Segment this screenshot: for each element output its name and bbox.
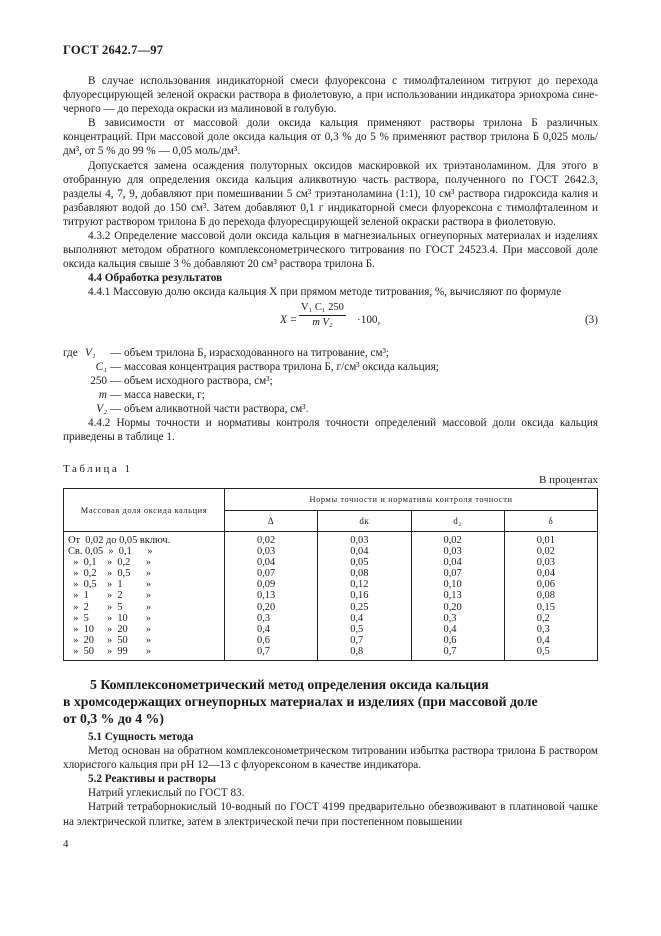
subheading-5-2: 5.2 Реактивы и растворы xyxy=(88,773,217,786)
table-header-delta: Δ xyxy=(225,511,318,532)
table-cell-delta: 0,02 0,03 0,04 0,07 0,09 0,13 0,20 0,3 0,4 0,6 0,7 xyxy=(225,532,318,661)
document-header: ГОСТ 2642.7—97 xyxy=(63,43,164,57)
definition-symbol: V₁ xyxy=(85,346,96,359)
table-cell-dk: 0,03 0,04 0,05 0,08 0,12 0,16 0,25 0,4 0,5 0,7 0,8 xyxy=(318,532,411,661)
table-cell-ranges: От 0,02 до 0,05 включ. Св. 0,05 » 0,1 » » 0,1 » 0,2 » » 0,2 » 0,5 » » 0,5 » 1 » » 1 » 2 » » 2 » 5 » » 5 » 10 » » 10 » 20 » » 20 » 50 » » 50 » 99 » xyxy=(64,532,225,661)
formula-lhs: X = xyxy=(280,313,298,326)
definition-text: — массовая концентрация раствора трилона Б, г/см³ оксида кальция; xyxy=(110,360,439,373)
definition-symbol: C₁ xyxy=(95,360,107,373)
definition-row xyxy=(63,346,598,360)
definition-row xyxy=(63,374,598,388)
definition-symbol: m xyxy=(98,388,107,401)
paragraph-sodium-tetraborate: Натрий тетраборнокислый 10-водный по ГОСТ 4199 предварительно обезвоживают в платиновой чашке на электрической плитке, затем в электрической печи при постепенном повышении xyxy=(63,801,598,828)
paragraph-method: Метод основан на обратном комплексонометрическом титровании избытка раствора трилона Б раствором хлористого кальция при pH 12—13 с флуорексоном в качестве индикатора. xyxy=(63,745,598,772)
table-header-d2: d₂ xyxy=(411,511,504,532)
definition-text: — объем исходного раствора, см³; xyxy=(110,374,273,387)
formula-denominator: m V₂ xyxy=(312,316,333,328)
paragraph-concentration: В зависимости от массовой доли оксида кальция применяют растворы трилона Б различных концентраций. При массовой доле оксида кальция от 0,3 % до 5 % применяют раствор трилона Б 0,025 моль/дм³, от 5 % до 99 % — 0,05 моль/дм³. xyxy=(63,117,598,158)
section-5-line: в хромсодержащих огнеупорных материалах и изделиях (при массовой доле xyxy=(63,694,538,709)
definition-text: — объем трилона Б, израсходованного на титрование, см³; xyxy=(110,346,390,359)
paragraph-indicator: В случае использования индикаторной смеси флуорексона с тимолфталеином титруют до перехода флуоресцирующей зеленой окраски раствора в фиолетовую, а при использовании индикатора эриохрома сине-черного — до перехода окраски из малиновой в голубую. xyxy=(63,75,598,116)
paragraph-4-3-2: 4.3.2 Определение массовой доли оксида кальция в магнезиальных огнеупорных материалах и изделиях выполняют методом обратного комплексонометрического титрования по ГОСТ 24523.4. При массовой доле оксида кальция свыше 3 % добавляют 20 см³ раствора трилона Б. xyxy=(63,230,598,271)
definition-text: — объем аликвотной части раствора, см³. xyxy=(110,402,309,415)
definition-row xyxy=(63,360,598,374)
table-cell-sigma: 0,01 0,02 0,03 0,04 0,06 0,08 0,15 0,2 0,3 0,4 0,5 xyxy=(504,532,597,661)
subheading-5-1: 5.1 Сущность метода xyxy=(88,731,194,743)
definition-row xyxy=(63,402,598,416)
table-row xyxy=(64,532,598,661)
paragraph-4-4-1: 4.4.1 Массовую долю оксида кальция X при прямом методе титрования, %, вычисляют по формуле xyxy=(88,286,562,299)
body-text-top xyxy=(63,74,598,444)
subheading-4-4: 4.4 Обработка результатов xyxy=(88,272,223,285)
table-header-sigma: δ xyxy=(504,511,597,532)
definition-text: — масса навески, г; xyxy=(110,388,205,401)
paragraph-sodium-carbonate: Натрий углекислый по ГОСТ 83. xyxy=(88,787,245,800)
table-caption: Таблица 1 xyxy=(63,463,133,475)
table-header-group: Нормы точности и нормативы контроля точности xyxy=(225,489,598,511)
page-number: 4 xyxy=(63,838,69,850)
formula-fraction xyxy=(299,301,346,330)
table-unit: В процентах xyxy=(539,474,598,486)
formula-number: (3) xyxy=(584,313,598,326)
definition-prefix: где xyxy=(63,346,78,359)
body-text-bottom xyxy=(63,730,598,829)
accuracy-table xyxy=(63,488,598,661)
formula-3 xyxy=(63,300,598,340)
table-header-mass-fraction: Массовая доля оксида кальция xyxy=(64,489,225,532)
section-5-heading xyxy=(63,676,598,727)
definition-symbol: 250 xyxy=(90,374,107,387)
formula-tail: ·100, xyxy=(357,313,381,326)
table-cell-d2: 0,02 0,03 0,04 0,07 0,10 0,13 0,20 0,3 0,4 0,6 0,7 xyxy=(411,532,504,661)
paragraph-4-4-2: 4.4.2 Нормы точности и нормативы контроля точности определений массовой доли оксида кальция приведены в таблице 1. xyxy=(63,416,598,444)
definition-row xyxy=(63,388,598,402)
section-5-line: от 0,3 % до 4 %) xyxy=(63,711,164,726)
section-5-line: 5 Комплексонометрический метод определения оксида кальция xyxy=(90,677,489,692)
definition-symbol: V₂ xyxy=(96,402,107,415)
formula-numerator: V₁ C₁ 250 xyxy=(299,301,346,316)
table-header-dk: dк xyxy=(318,511,411,532)
paragraph-masking: Допускается замена осаждения полуторных оксидов маскировкой их триэтаноламином. Для этого в отобранную для определения оксида кальция аликвотную часть раствора, полученного по ГОСТ 2642.3, разделы 4, 7, 9, добавляют при помешивании 5 см³ триэтаноламина (1:1), 10 см³ раствора гидроксида калия и разбавляют водой до 150 см³. Затем добавляют 0,1 г индикаторной смеси флуорексона с тимолфталеином и титруют раствором трилона Б до перехода флуоресцирующей зеленой окраски раствора в фиолетовую. xyxy=(63,159,598,228)
variable-definitions xyxy=(63,346,598,416)
